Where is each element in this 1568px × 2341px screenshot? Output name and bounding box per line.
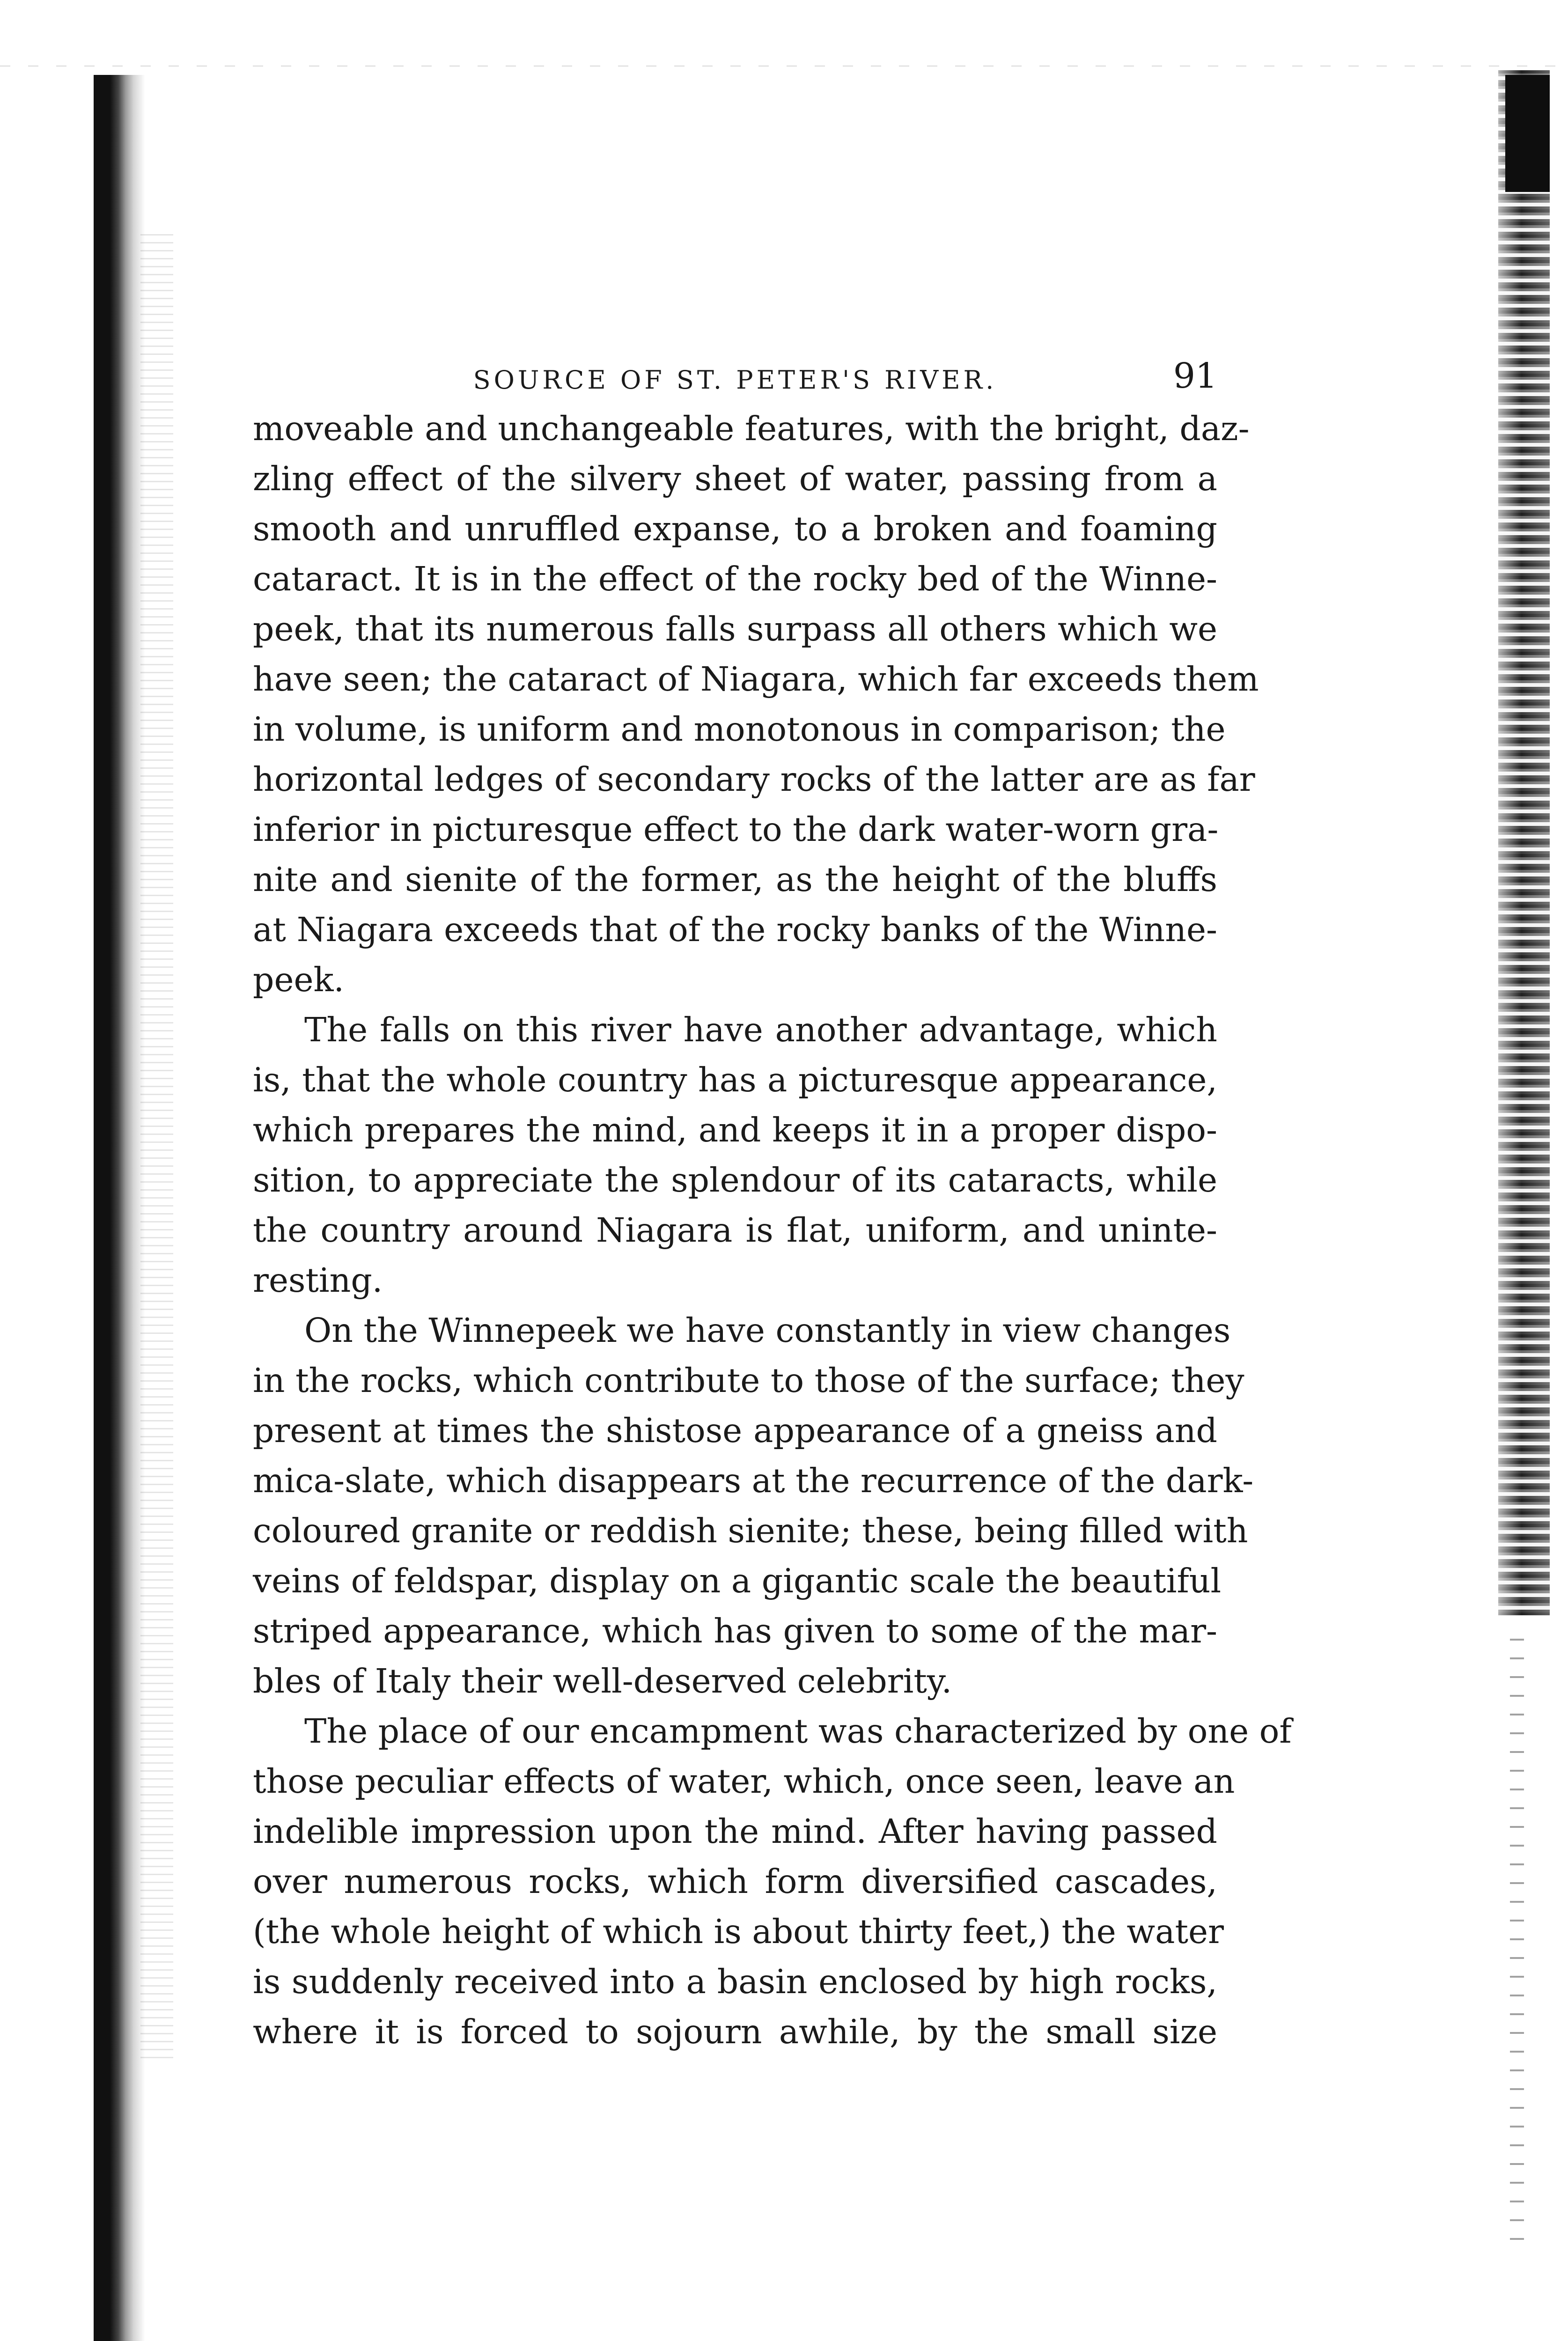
text-line: smooth and unruffled expanse, to a broken and foaming	[253, 509, 1217, 548]
text-line: (the whole height of which is about thirty feet,) the water	[253, 1912, 1224, 1951]
text-line: horizontal ledges of secondary rocks of the latter are as far	[253, 760, 1255, 799]
text-line: veins of feldspar, display on a gigantic scale the beautiful	[253, 1561, 1222, 1600]
text-line: On the Winnepeek we have constantly in view changes	[304, 1311, 1231, 1350]
body-text	[253, 404, 1292, 2057]
text-line: cataract. It is in the effect of the rocky bed of the Winne-	[253, 559, 1217, 598]
text-line: is, that the whole country has a picturesque appearance,	[253, 1060, 1217, 1099]
text-line: which prepares the mind, and keeps it in a proper dispo-	[253, 1111, 1217, 1149]
paragraph	[253, 1706, 1292, 2057]
text-line: at Niagara exceeds that of the rocky banks of the Winne-	[253, 910, 1217, 949]
text-line: bles of Italy their well-deserved celebrity.	[253, 1662, 952, 1701]
text-line: coloured granite or reddish sienite; these, being filled with	[253, 1511, 1248, 1550]
text-line: where it is forced to sojourn awhile, by the small size	[253, 2012, 1217, 2051]
text-line: zling effect of the silvery sheet of water, passing from a	[253, 459, 1217, 498]
text-line: present at times the shistose appearance of a gneiss and	[253, 1411, 1217, 1450]
text-line: is suddenly received into a basin enclosed by high rocks,	[253, 1962, 1217, 2001]
running-title: SOURCE OF ST. PETER'S RIVER.	[473, 365, 997, 395]
text-line: striped appearance, which has given to some of the mar-	[253, 1612, 1217, 1650]
text-line: mica-slate, which disappears at the recurrence of the dark-	[253, 1461, 1254, 1500]
text-line: resting.	[253, 1261, 383, 1300]
paragraph	[253, 1005, 1217, 1305]
text-line: have seen; the cataract of Niagara, which far exceeds them	[253, 660, 1259, 699]
text-line: sition, to appreciate the splendour of its cataracts, while	[253, 1161, 1217, 1200]
text-line: nite and sienite of the former, as the height of the bluffs	[253, 860, 1217, 899]
page-edge-dots	[1510, 1639, 1524, 2247]
text-line: moveable and unchangeable features, with the bright, daz-	[253, 409, 1250, 448]
text-line: peek.	[253, 960, 345, 999]
page-edge-noise	[1498, 70, 1550, 1615]
text-line: in volume, is uniform and monotonous in comparison; the	[253, 710, 1226, 749]
paragraph	[253, 404, 1259, 1005]
text-line: inferior in picturesque effect to the dark water-worn gra-	[253, 810, 1219, 849]
text-line: the country around Niagara is flat, uniform, and uninte-	[253, 1211, 1217, 1250]
text-line: indelible impression upon the mind. After having passed	[253, 1812, 1217, 1851]
paragraph	[253, 1305, 1254, 1706]
binding-speckle	[140, 234, 173, 2060]
text-line: over numerous rocks, which form diversified cascades,	[253, 1862, 1217, 1901]
page-number: 91	[1173, 356, 1217, 396]
text-line: The falls on this river have another advantage, which	[304, 1010, 1217, 1049]
binding-shadow	[94, 75, 145, 2341]
text-line: in the rocks, which contribute to those of the surface; they	[253, 1361, 1244, 1400]
text-line: peek, that its numerous falls surpass all others which we	[253, 610, 1217, 648]
text-line: those peculiar effects of water, which, once seen, leave an	[253, 1762, 1235, 1801]
text-line: The place of our encampment was characterized by one of	[304, 1712, 1292, 1751]
page-edge-dark-block	[1505, 75, 1550, 192]
